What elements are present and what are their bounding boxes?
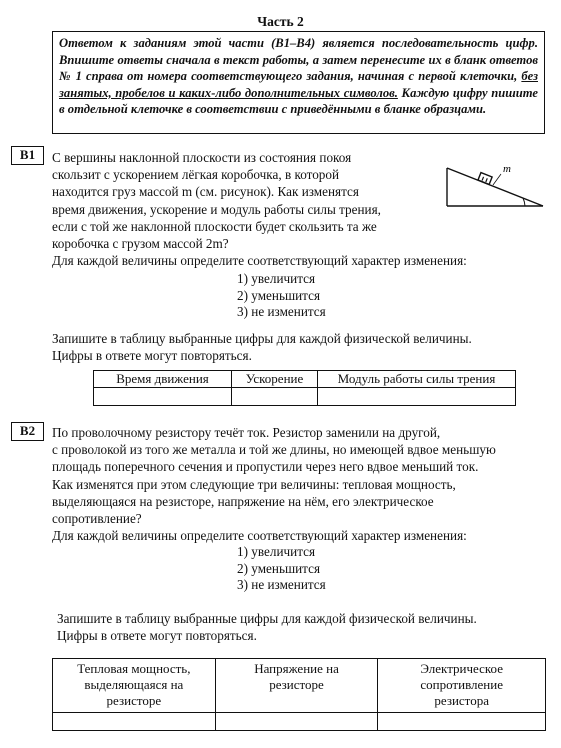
b1-header-time: Время движения (94, 371, 232, 388)
b2-line: сопротивление? (52, 511, 142, 527)
notice-text-1: Ответом к заданиям этой части (В1–В4) является последовательность цифр. Впишите ответы сначала в текст работы, а затем перенесите их в бланк ответов № 1 справа от номера соответствующего задания, начиная с первой клеточки, (59, 36, 538, 84)
header-line: сопротивление (420, 677, 503, 692)
b2-line: площадь поперечного сечения и пропустили через него вдвое меньший ток. (52, 459, 479, 475)
b2-line: выделяющаяся на резисторе, напряжение на нём, его электрическое (52, 493, 434, 509)
b2-line: По проволочному резистору течёт ток. Резистор заменили на другой, (52, 425, 441, 440)
b1-line: если с той же наклонной плоскости будет скользить та же (52, 218, 377, 234)
task-b1-text (52, 149, 426, 252)
b1-line: С вершины наклонной плоскости из состояния покоя (52, 150, 352, 165)
b1-instruction: Для каждой величины определите соответствующий характер изменения: (52, 253, 467, 268)
task-b2-text (52, 424, 548, 527)
b1-line: скользит с ускорением лёгкая коробочка, в которой (52, 167, 340, 183)
header-line: Тепловая мощность, (77, 661, 191, 676)
b1-header-friction-work: Модуль работы силы трения (318, 371, 516, 388)
task-b2-label: В2 (11, 422, 44, 441)
task-b1-label: В1 (11, 146, 44, 165)
inclined-plane-figure (443, 158, 547, 210)
b2-answer-cell[interactable] (215, 713, 378, 731)
header-line: резисторе (106, 693, 162, 708)
b1-answer-cell[interactable] (232, 388, 318, 406)
option-item: 2) уменьшится (237, 287, 321, 303)
header-line: выделяющаяся на (84, 677, 184, 692)
b1-table-note-2: Цифры в ответе могут повторяться. (52, 348, 252, 363)
figure-mass-label: m (503, 163, 511, 175)
b1-header-acceleration: Ускорение (232, 371, 318, 388)
option-item: 1) увеличится (237, 271, 316, 286)
header-line: резистора (434, 693, 489, 708)
b1-line: находится груз массой m (см. рисунок). Как изменятся (52, 184, 359, 200)
b1-table-note-1: Запишите в таблицу выбранные цифры для каждой физической величины. (52, 331, 472, 346)
header-line: Напряжение на (254, 661, 339, 676)
b2-line: с проволокой из того же металла и той же длины, но имеющей вдвое меньшую (52, 442, 496, 458)
b2-line: Как изменятся при этом следующие три величины: тепловая мощность, (52, 476, 456, 492)
b1-answer-cell[interactable] (94, 388, 232, 406)
instructions-box (52, 31, 545, 134)
b1-line: время движения, ускорение и модуль работы силы трения, (52, 201, 381, 217)
notice-underlined: без занятых, пробелов и каких-либо дополнительных символов. (59, 69, 538, 100)
part-title: Часть 2 (257, 14, 304, 29)
header-line: резисторе (269, 677, 324, 692)
b2-table-note-1: Запишите в таблицу выбранные цифры для каждой физической величины. (57, 611, 477, 626)
b2-table-note-2: Цифры в ответе могут повторяться. (57, 628, 257, 643)
header-line: Электрическое (420, 661, 503, 676)
notice-text-2: Каждую цифру пишите в отдельной клеточке в соответствии с приведёнными в бланке образцами. (59, 85, 538, 117)
option-item: 2) уменьшится (237, 560, 321, 576)
option-item: 3) не изменится (237, 577, 326, 593)
option-item: 1) увеличится (237, 544, 316, 559)
b2-answer-table (52, 658, 546, 731)
b2-header-resistance (378, 659, 546, 713)
b2-instruction: Для каждой величины определите соответствующий характер изменения: (52, 528, 467, 543)
b2-header-heat-power (53, 659, 216, 713)
b1-answer-table (93, 370, 516, 406)
b1-options (237, 271, 326, 321)
b2-header-voltage (215, 659, 378, 713)
b2-answer-cell[interactable] (53, 713, 216, 731)
b1-answer-cell[interactable] (318, 388, 516, 406)
option-item: 3) не изменится (237, 304, 326, 320)
b1-line: коробочка с грузом массой 2m? (52, 236, 229, 252)
b2-options (237, 544, 326, 594)
b2-answer-cell[interactable] (378, 713, 546, 731)
